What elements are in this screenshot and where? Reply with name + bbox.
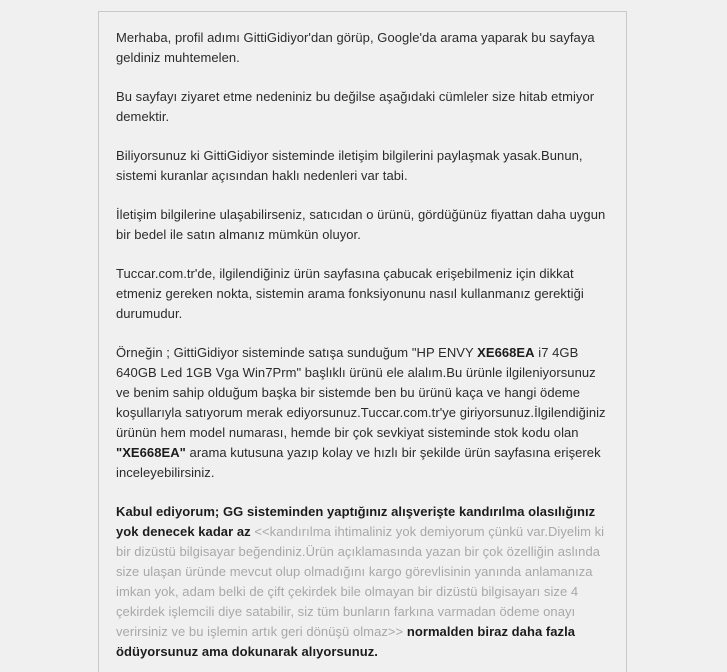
text-run: i7 4GB 640GB Led 1GB Vga Win7Prm" başlıklı ürünü ele alalım.Bu ürünle ilgileniyorsunuz ve benim sahip olduğum başka bir sistemde ben bu ürünü kaça ve hangi ödeme koşullarıyla satıyorum merak ediyorsunuz.Tuccar.com.tr'ye giriyorsunuz.İlgilendiğiniz ürünün hem model numarası, hemde bir çok sevkiyat sisteminde stok kodu olan (116, 345, 606, 440)
paragraph (116, 502, 609, 662)
text-run: Merhaba, profil adımı GittiGidiyor'dan görüp, Google'da arama yaparak bu sayfaya geldiniz muhtemelen. (116, 30, 595, 65)
text-run: Tuccar.com.tr'de, ilgilendiğiniz ürün sayfasına çabucak erişebilmeniz için dikkat etmeniz gereken nokta, sistemin arama fonksiyonunu nasıl kullanmanız gerektiği durumudur. (116, 266, 584, 321)
paragraph (116, 264, 609, 324)
bold-text-run: normalden biraz daha fazla ödüyorsunuz ama dokunarak alıyorsunuz. (116, 624, 576, 659)
bold-text-run: Kabul ediyorum; GG sisteminden yaptığınız alışverişte kandırılma olasılığınız yok denecek kadar az (116, 504, 596, 539)
text-run: Örneğin ; GittiGidiyor sisteminde satışa sunduğum "HP ENVY (116, 345, 478, 360)
content-panel (98, 11, 627, 672)
bold-text-run: "XE668EA" (116, 445, 186, 460)
paragraph (116, 28, 609, 68)
paragraph (116, 343, 609, 483)
paragraph (116, 87, 609, 127)
bold-text-run: XE668EA (477, 345, 535, 360)
text-run: arama kutusuna yazıp kolay ve hızlı bir şekilde ürün sayfasına erişerek inceleyebilirsiniz. (116, 445, 601, 480)
paragraph (116, 146, 609, 186)
text-run: İletişim bilgilerine ulaşabilirseniz, satıcıdan o ürünü, gördüğünüz fiyattan daha uygun bir bedel ile satın almanız mümkün oluyor. (116, 207, 606, 242)
paragraph (116, 205, 609, 245)
text-run: Bu sayfayı ziyaret etme nedeniniz bu değilse aşağıdaki cümleler size hitab etmiyor demektir. (116, 89, 595, 124)
text-run: Biliyorsunuz ki GittiGidiyor sisteminde iletişim bilgilerini paylaşmak yasak.Bunun, sistemi kuranlar açısından haklı nedenleri var tabi. (116, 148, 583, 183)
muted-text-run: <<kandırılma ihtimaliniz yok demiyorum çünkü var.Diyelim ki bir dizüstü bilgisayar beğendiniz.Ürün açıklamasında yazan bir çok özelliğin aslında size ulaşan üründe mevcut olup olmadığını kargo görevlisinin yanında anlamanıza imkan yok, adam belki de çift çekirdek bile olmayan bir dizüstü bilgisayarı size 4 çekirdek işlemcili diye satabilir, siz tüm bunların farkına varmadan ödeme onayı verirsiniz ve bu işlemin artık geri dönüşü olmaz>> (116, 524, 605, 639)
